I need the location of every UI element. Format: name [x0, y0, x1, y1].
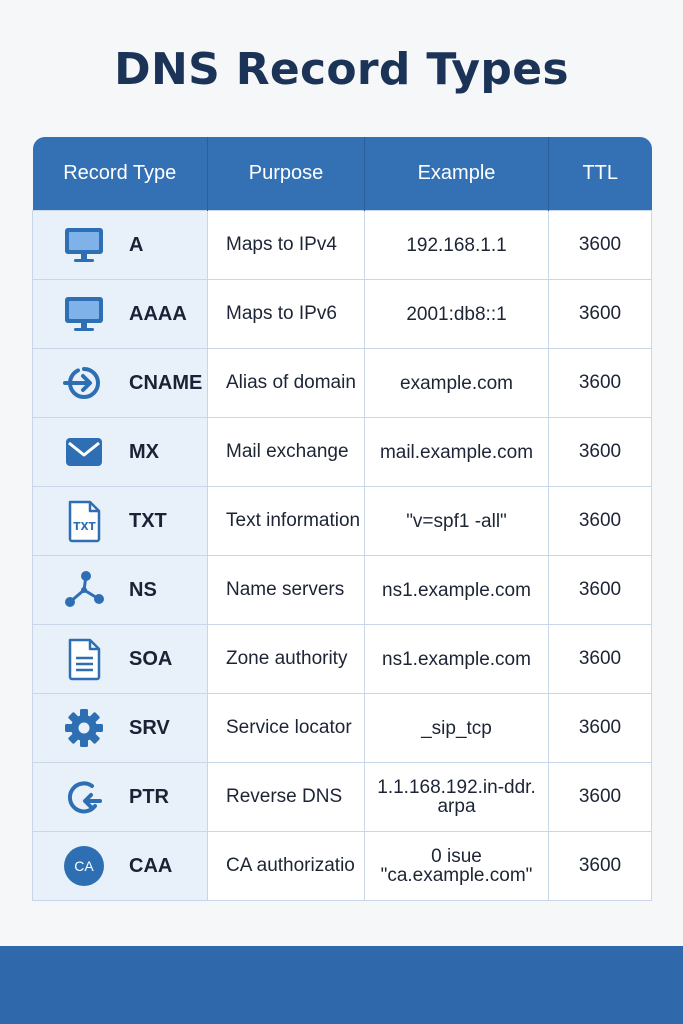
footer-bar — [0, 946, 683, 1024]
table-row — [33, 694, 652, 763]
cell-record-type — [33, 832, 208, 901]
cell-record-type — [33, 487, 208, 556]
record-type-label: AAAA — [129, 302, 187, 325]
network-nodes-icon — [61, 567, 107, 613]
record-type-label: TXT — [129, 509, 167, 532]
cell-purpose: Maps to IPv6 — [208, 280, 365, 349]
cell-example: ns1.example.com — [365, 625, 549, 694]
cell-record-type — [33, 763, 208, 832]
cell-example: 192.168.1.1 — [365, 211, 549, 280]
table-row — [33, 763, 652, 832]
cell-ttl: 3600 — [549, 280, 652, 349]
cell-example: mail.example.com — [365, 418, 549, 487]
record-type-label: A — [129, 233, 144, 256]
cell-example: example.com — [365, 349, 549, 418]
dns-record-table — [32, 137, 651, 903]
record-type-label: SOA — [129, 647, 173, 670]
table-row — [33, 556, 652, 625]
table-body — [33, 211, 652, 901]
cell-record-type — [33, 418, 208, 487]
cell-ttl: 3600 — [549, 694, 652, 763]
cell-purpose: Alias of domain — [208, 349, 365, 418]
reverse-arrow-icon — [61, 774, 107, 820]
cell-record-type — [33, 625, 208, 694]
cell-example: 2001:db8::1 — [365, 280, 549, 349]
cell-record-type — [33, 694, 208, 763]
page-title: DNS Record Types — [114, 44, 569, 95]
cell-ttl: 3600 — [549, 349, 652, 418]
header-purpose: Purpose — [208, 137, 365, 211]
header-example: Example — [365, 137, 549, 211]
cell-record-type — [33, 211, 208, 280]
cell-purpose: CA authorizatio — [208, 832, 365, 901]
cell-ttl: 3600 — [549, 211, 652, 280]
gear-icon — [61, 705, 107, 751]
cell-record-type — [33, 556, 208, 625]
cell-ttl: 3600 — [549, 487, 652, 556]
cell-ttl: 3600 — [549, 763, 652, 832]
table-row — [33, 625, 652, 694]
record-type-label: CNAME — [129, 371, 203, 394]
cell-purpose: Name servers — [208, 556, 365, 625]
cell-ttl: 3600 — [549, 832, 652, 901]
table-row — [33, 211, 652, 280]
table-header-row — [33, 137, 652, 211]
cell-record-type — [33, 280, 208, 349]
table-row — [33, 418, 652, 487]
record-table — [32, 137, 652, 901]
record-type-label: MX — [129, 440, 159, 463]
cell-record-type — [33, 349, 208, 418]
arrow-circle-icon — [61, 360, 107, 406]
header-record-type: Record Type — [33, 137, 208, 211]
cell-purpose: Text information — [208, 487, 365, 556]
ca-badge-icon — [61, 843, 107, 889]
cell-example: "v=spf1 -all" — [365, 487, 549, 556]
table-row — [33, 280, 652, 349]
cell-purpose: Maps to IPv4 — [208, 211, 365, 280]
cell-ttl: 3600 — [549, 625, 652, 694]
monitor-icon — [61, 291, 107, 337]
record-type-label: SRV — [129, 716, 170, 739]
cell-purpose: Zone authority — [208, 625, 365, 694]
cell-example: 0 isue "ca.example.com" — [365, 832, 549, 901]
txt-file-icon — [61, 498, 107, 544]
cell-example: 1.1.168.192.in-ddr. arpa — [365, 763, 549, 832]
header-ttl: TTL — [549, 137, 652, 211]
svg-text:TXT: TXT — [73, 521, 96, 533]
cell-purpose: Mail exchange — [208, 418, 365, 487]
table-row — [33, 832, 652, 901]
record-type-label: CAA — [129, 854, 173, 877]
cell-ttl: 3600 — [549, 418, 652, 487]
cell-ttl: 3600 — [549, 556, 652, 625]
document-icon — [61, 636, 107, 682]
cell-example: _sip_tcp — [365, 694, 549, 763]
svg-text:CA: CA — [74, 858, 94, 874]
record-type-label: PTR — [129, 785, 169, 808]
table-row — [33, 349, 652, 418]
cell-purpose: Reverse DNS — [208, 763, 365, 832]
record-type-label: NS — [129, 578, 157, 601]
cell-example: ns1.example.com — [365, 556, 549, 625]
table-row — [33, 487, 652, 556]
mail-icon — [61, 429, 107, 475]
monitor-icon — [61, 222, 107, 268]
cell-purpose: Service locator — [208, 694, 365, 763]
